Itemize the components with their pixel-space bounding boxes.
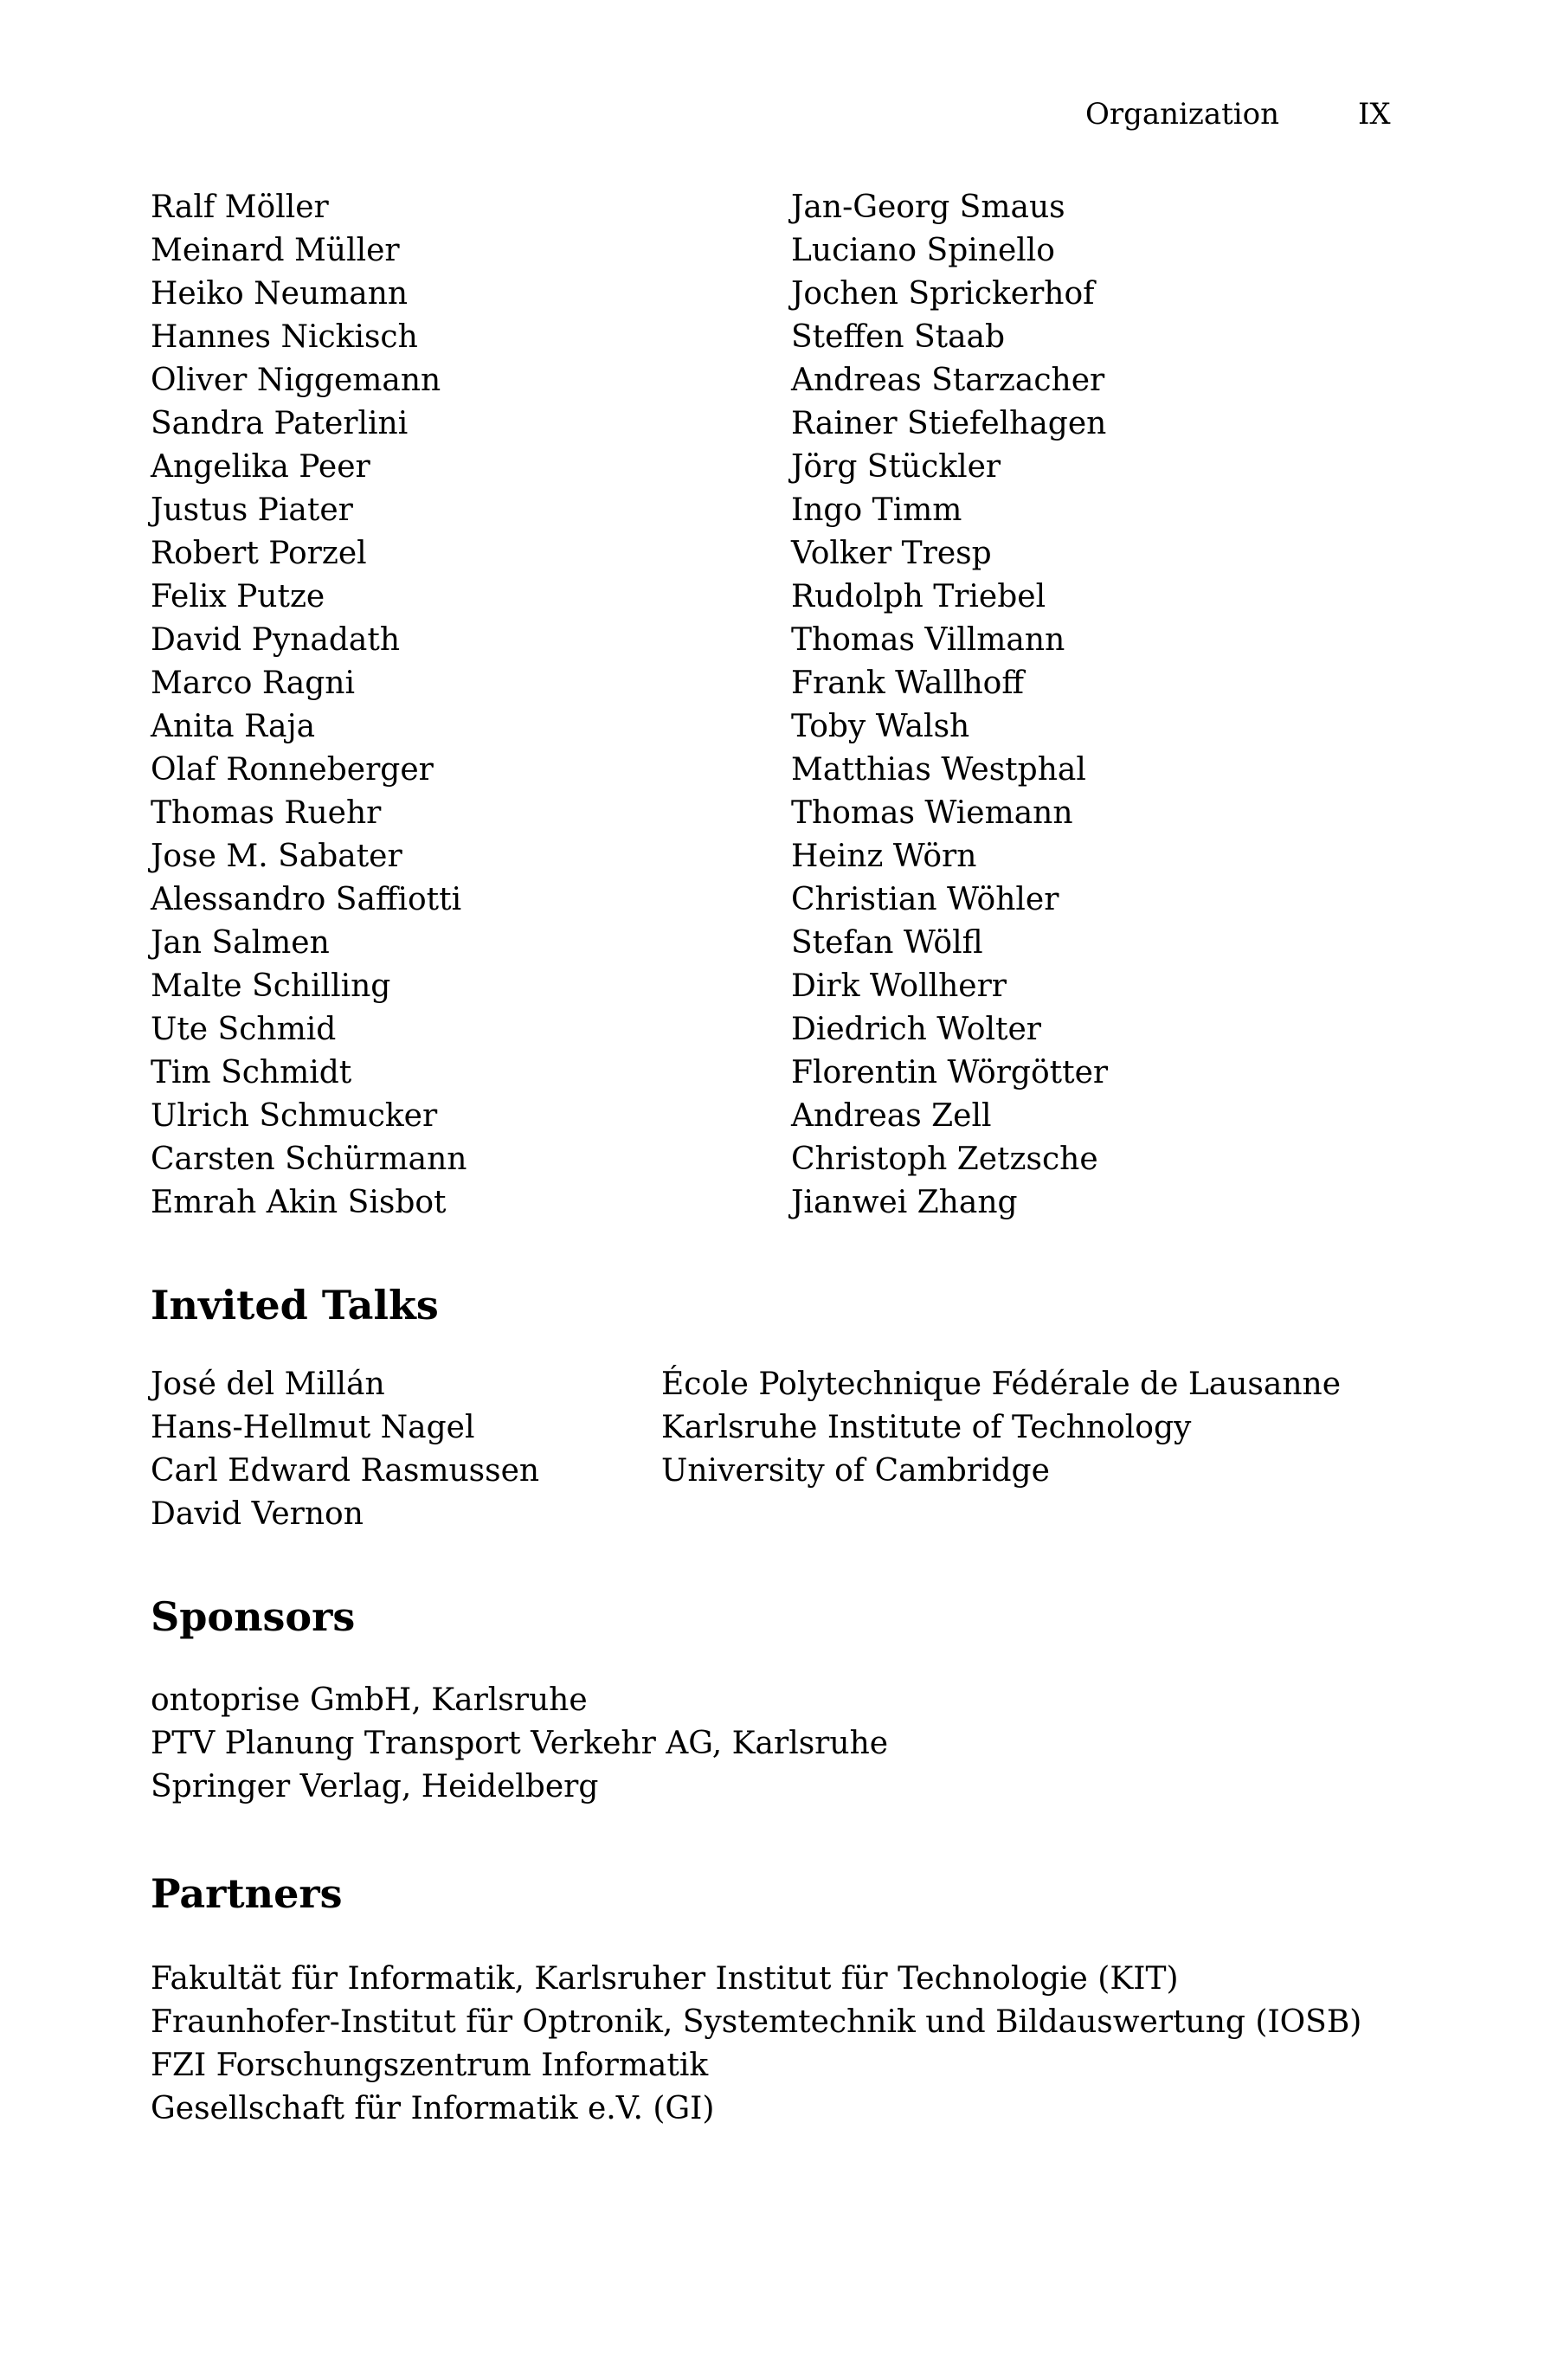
reviewer-name: Jörg Stückler: [791, 449, 1001, 485]
reviewer-name: Emrah Akin Sisbot: [151, 1185, 447, 1220]
reviewer-name: Dirk Wollherr: [791, 968, 1007, 1004]
reviewer-name: Luciano Spinello: [791, 233, 1055, 268]
reviewer-name: Christian Wöhler: [791, 882, 1059, 917]
speaker-name: Hans-Hellmut Nagel: [151, 1410, 475, 1445]
reviewer-name: Toby Walsh: [791, 709, 970, 744]
sponsor-item: ontoprise GmbH, Karlsruhe: [151, 1682, 588, 1718]
partner-item: Gesellschaft für Informatik e.V. (GI): [151, 2091, 715, 2126]
reviewer-name: Robert Porzel: [151, 536, 367, 571]
sponsors-list: [151, 1679, 888, 1809]
reviewer-name: Heiko Neumann: [151, 276, 409, 312]
reviewer-name: Felix Putze: [151, 579, 325, 614]
reviewer-name: Steffen Staab: [791, 319, 1006, 355]
reviewer-name: Florentin Wörgötter: [791, 1055, 1109, 1090]
reviewer-name: David Pynadath: [151, 622, 401, 658]
reviewer-name: Rudolph Triebel: [791, 579, 1046, 614]
reviewer-name: Meinard Müller: [151, 233, 400, 268]
invited-talk-row: [151, 1493, 1449, 1536]
partner-item: Fraunhofer-Institut für Optronik, Systemtechnik und Bildauswertung (IOSB): [151, 2004, 1362, 2040]
reviewer-list-right: [791, 186, 1108, 1225]
partners-list: [151, 1958, 1361, 2131]
invited-talks-heading: Invited Talks: [151, 1282, 439, 1328]
reviewer-name: Thomas Wiemann: [791, 795, 1073, 831]
sponsors-heading: Sponsors: [151, 1593, 356, 1640]
reviewer-name: Andreas Starzacher: [791, 363, 1105, 398]
partner-item: FZI Forschungszentrum Informatik: [151, 2048, 709, 2083]
reviewer-name: Ulrich Schmucker: [151, 1098, 438, 1134]
running-head: [1085, 97, 1391, 132]
reviewer-name: Thomas Ruehr: [151, 795, 382, 831]
sponsor-item: Springer Verlag, Heidelberg: [151, 1769, 599, 1804]
page-number: IX: [1358, 97, 1391, 132]
reviewer-name: Jan-Georg Smaus: [791, 190, 1065, 225]
reviewer-name: Christoph Zetzsche: [791, 1142, 1098, 1177]
reviewer-name: Tim Schmidt: [151, 1055, 352, 1090]
speaker-name: David Vernon: [151, 1496, 364, 1532]
reviewer-name: Jose M. Sabater: [151, 839, 402, 874]
speaker-name: José del Millán: [151, 1367, 385, 1402]
reviewer-name: Jan Salmen: [151, 925, 330, 961]
reviewer-name: Heinz Wörn: [791, 839, 977, 874]
reviewer-name: Angelika Peer: [151, 449, 370, 485]
reviewer-name: Anita Raja: [151, 709, 316, 744]
invited-talks-list: [151, 1363, 1449, 1536]
reviewer-name: Volker Tresp: [791, 536, 992, 571]
reviewer-name: Hannes Nickisch: [151, 319, 418, 355]
reviewer-name: Sandra Paterlini: [151, 406, 409, 441]
speaker-affiliation: Karlsruhe Institute of Technology: [661, 1410, 1192, 1445]
speaker-name: Carl Edward Rasmussen: [151, 1453, 540, 1489]
reviewer-name: Ralf Möller: [151, 190, 329, 225]
partners-heading: Partners: [151, 1870, 343, 1917]
speaker-affiliation: University of Cambridge: [661, 1453, 1050, 1489]
sponsor-item: PTV Planung Transport Verkehr AG, Karlsruhe: [151, 1726, 889, 1761]
running-head-title: Organization: [1085, 97, 1280, 132]
reviewer-name: Jianwei Zhang: [791, 1185, 1018, 1220]
partner-item: Fakultät für Informatik, Karlsruher Institut für Technologie (KIT): [151, 1961, 1179, 1997]
reviewer-name: Andreas Zell: [791, 1098, 992, 1134]
reviewer-name: Ute Schmid: [151, 1012, 337, 1047]
speaker-affiliation: École Polytechnique Fédérale de Lausanne: [661, 1367, 1342, 1402]
reviewer-name: Diedrich Wolter: [791, 1012, 1041, 1047]
invited-talk-row: [151, 1363, 1449, 1406]
reviewer-name: Thomas Villmann: [791, 622, 1065, 658]
reviewer-name: Stefan Wölfl: [791, 925, 983, 961]
reviewer-name: Justus Piater: [151, 492, 353, 528]
reviewer-name: Frank Wallhoff: [791, 666, 1024, 701]
reviewer-name: Matthias Westphal: [791, 752, 1086, 788]
reviewer-name: Marco Ragni: [151, 666, 355, 701]
reviewer-name: Ingo Timm: [791, 492, 962, 528]
reviewer-list-left: [151, 186, 467, 1225]
reviewer-name: Olaf Ronneberger: [151, 752, 434, 788]
invited-talk-row: [151, 1406, 1449, 1450]
reviewer-name: Alessandro Saffiotti: [151, 882, 462, 917]
reviewer-name: Carsten Schürmann: [151, 1142, 467, 1177]
reviewer-name: Oliver Niggemann: [151, 363, 441, 398]
reviewer-name: Rainer Stiefelhagen: [791, 406, 1107, 441]
reviewer-name: Malte Schilling: [151, 968, 391, 1004]
invited-talk-row: [151, 1450, 1449, 1493]
reviewer-name: Jochen Sprickerhof: [791, 276, 1095, 312]
